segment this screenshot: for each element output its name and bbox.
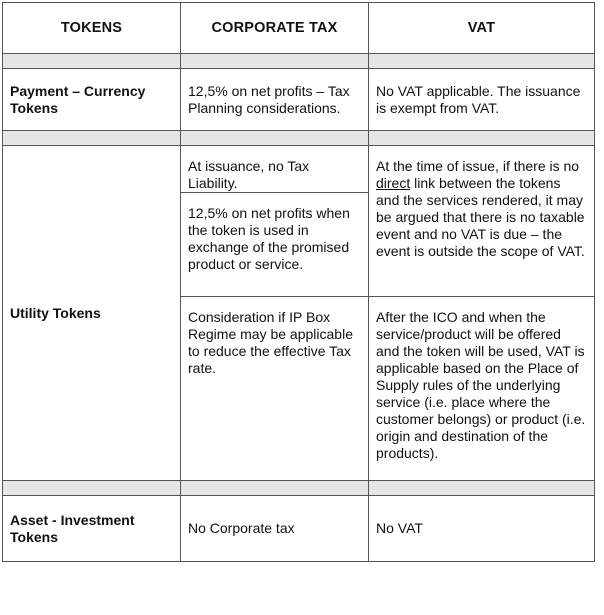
utility-corporate-tax-ip-box: Consideration if IP Box Regime may be applicable to reduce the effective Tax rate.	[181, 297, 369, 481]
asset-corporate-tax: No Corporate tax	[181, 496, 369, 562]
separator-row	[3, 131, 595, 146]
header-vat: VAT	[369, 3, 595, 54]
separator-row	[3, 54, 595, 69]
utility-corporate-tax-usage: 12,5% on net profits when the token is used in exchange of the promised product or service.	[181, 193, 369, 297]
utility-vat-after-ico: After the ICO and when the service/product will be offered and the token will be used, VAT is applicable based on the Place of Supply rules of the underlying service (i.e. place where the customer belongs) or product (i.e. origin and destination of the products).	[369, 297, 595, 481]
utility-corporate-tax-issuance: At issuance, no Tax Liability.	[181, 146, 369, 193]
header-corporate-tax: CORPORATE TAX	[181, 3, 369, 54]
utility-row-1	[3, 146, 595, 193]
tax-comparison-table	[2, 2, 595, 562]
utility-vat-issuance: At the time of issue, if there is no direct link between the tokens and the services rendered, it may be argued that there is no taxable event and no VAT is due – the event is outside the scope of VAT.	[369, 146, 595, 297]
header-tokens: TOKENS	[3, 3, 181, 54]
payment-vat: No VAT applicable. The issuance is exempt from VAT.	[369, 69, 595, 131]
payment-row	[3, 69, 595, 131]
utility-token-label: Utility Tokens	[3, 146, 181, 481]
asset-token-label: Asset - Investment Tokens	[3, 496, 181, 562]
asset-vat: No VAT	[369, 496, 595, 562]
separator-row	[3, 481, 595, 496]
asset-row	[3, 496, 595, 562]
payment-corporate-tax: 12,5% on net profits – Tax Planning considerations.	[181, 69, 369, 131]
payment-token-label: Payment – Currency Tokens	[3, 69, 181, 131]
header-row	[3, 3, 595, 54]
